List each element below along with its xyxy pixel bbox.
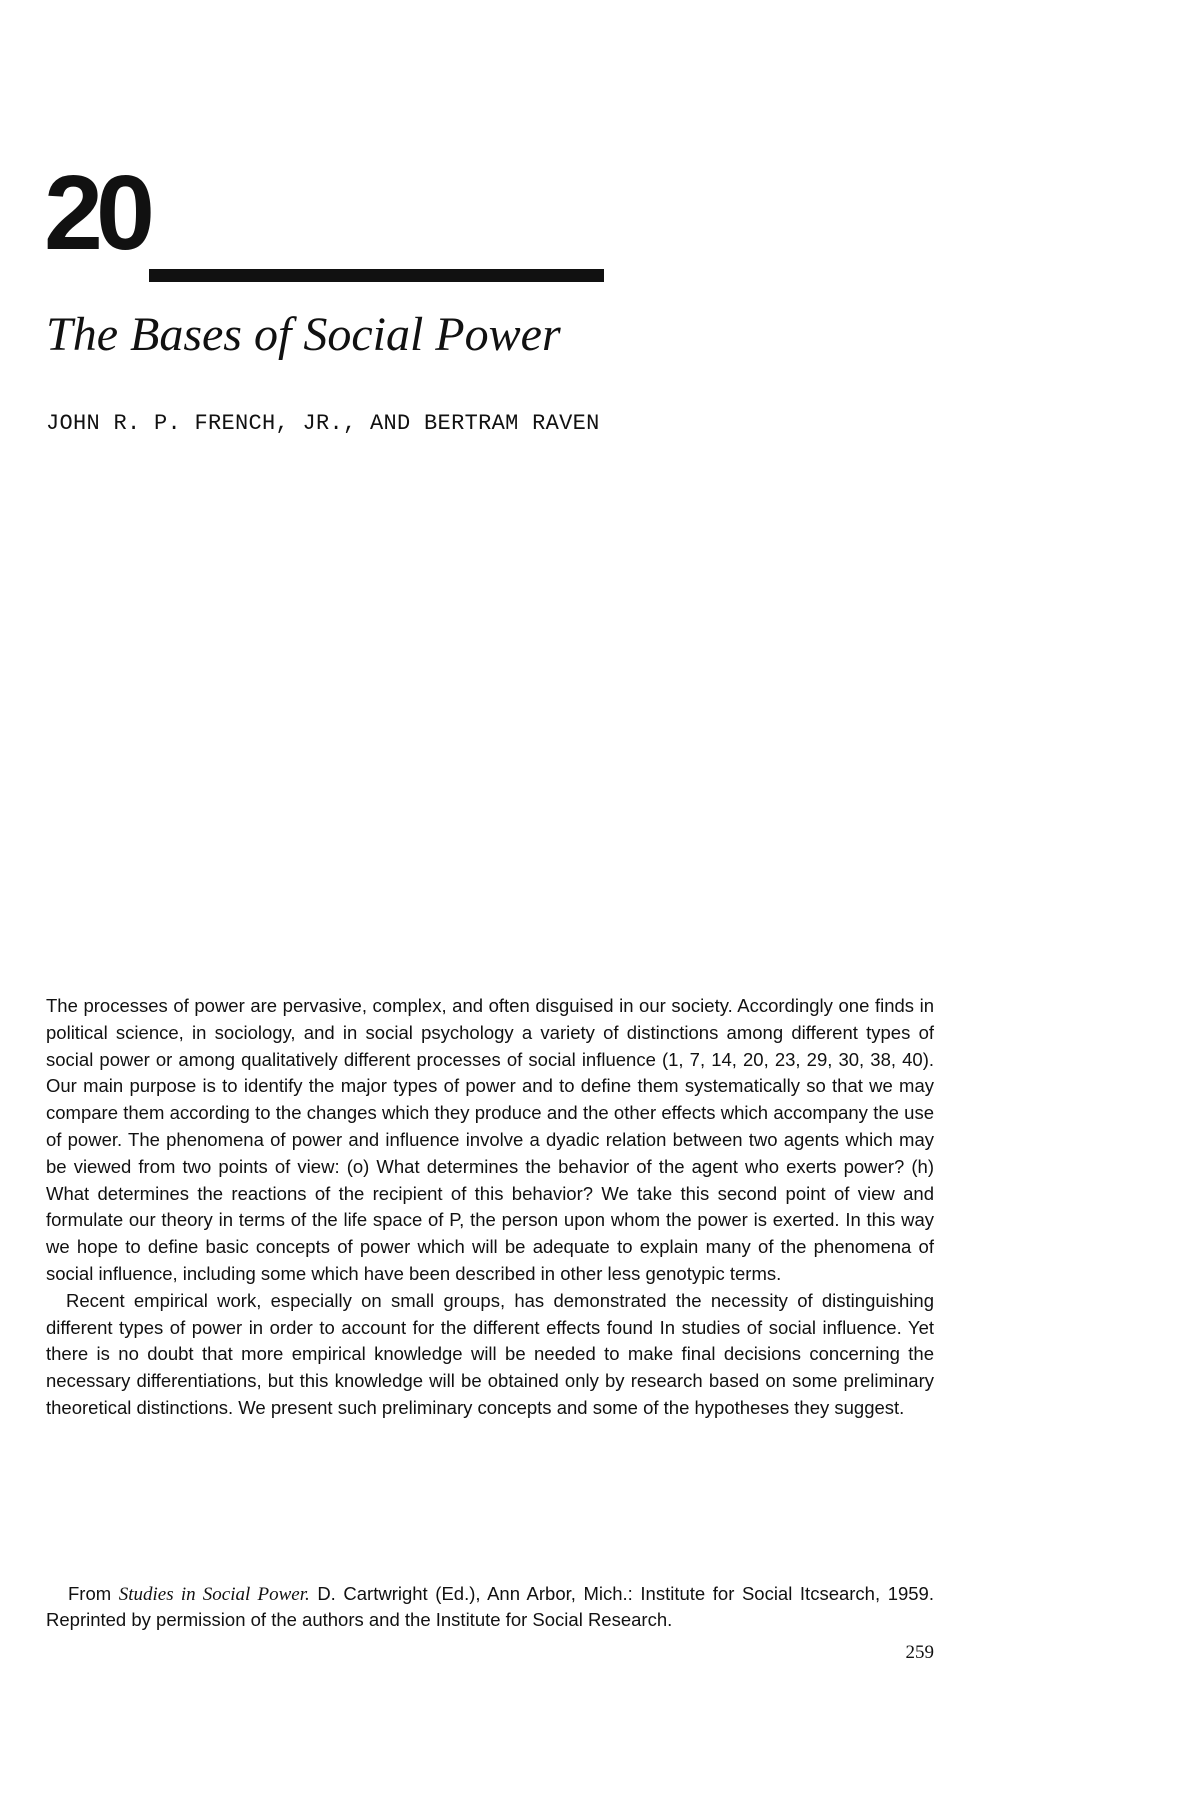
- body-text: [46, 993, 934, 1422]
- body-paragraph-1: The processes of power are pervasive, complex, and often disguised in our society. Accordingly one finds in political science, in sociology, and in social psychology a variety of distinctions among different types of social power or among qualitatively different processes of social influence (1, 7, 14, 20, 23, 29, 30, 38, 40). Our main purpose is to identify the major types of power and to define them systematically so that we may compare them according to the changes which they produce and the other effects which accompany the use of power. The phenomena of power and influence involve a dyadic relation between two agents which may be viewed from two points of view: (o) What determines the behavior of the agent who exerts power? (h) What determines the reactions of the recipient of this behavior? We take this second point of view and formulate our theory in terms of the life space of P, the person upon whom the power is exerted. In this way we hope to define basic concepts of power which will be adequate to explain many of the phenomena of social influence, including some which have been described in other less genotypic terms.: [46, 995, 934, 1284]
- page-number: 259: [905, 1642, 934, 1663]
- chapter-rule: [149, 269, 604, 282]
- source-book-title: Studies in Social Power.: [118, 1584, 310, 1605]
- source-note: [46, 1581, 934, 1632]
- source-note-prefix: From: [68, 1583, 119, 1604]
- source-note-rest: D. Cartwright (Ed.), Ann Arbor, Mich.: Institute for Social Itcsearch, 1959. Reprinted by permission of the authors and the Institute for Social Research.: [46, 1583, 934, 1630]
- body-paragraph-2: Recent empirical work, especially on small groups, has demonstrated the necessity of distinguishing different types of power in order to account for the different effects found In studies of social influence. Yet there is no doubt that more empirical knowledge will be needed to make final decisions concerning the necessary differentiations, but this knowledge will be obtained only by research based on some preliminary theoretical distinctions. We present such preliminary concepts and some of the hypotheses they suggest.: [46, 1289, 934, 1418]
- chapter-number: 20: [44, 154, 148, 272]
- chapter-title: The Bases of Social Power: [46, 308, 561, 361]
- chapter-authors: JOHN R. P. FRENCH, JR., AND BERTRAM RAVEN: [46, 411, 600, 436]
